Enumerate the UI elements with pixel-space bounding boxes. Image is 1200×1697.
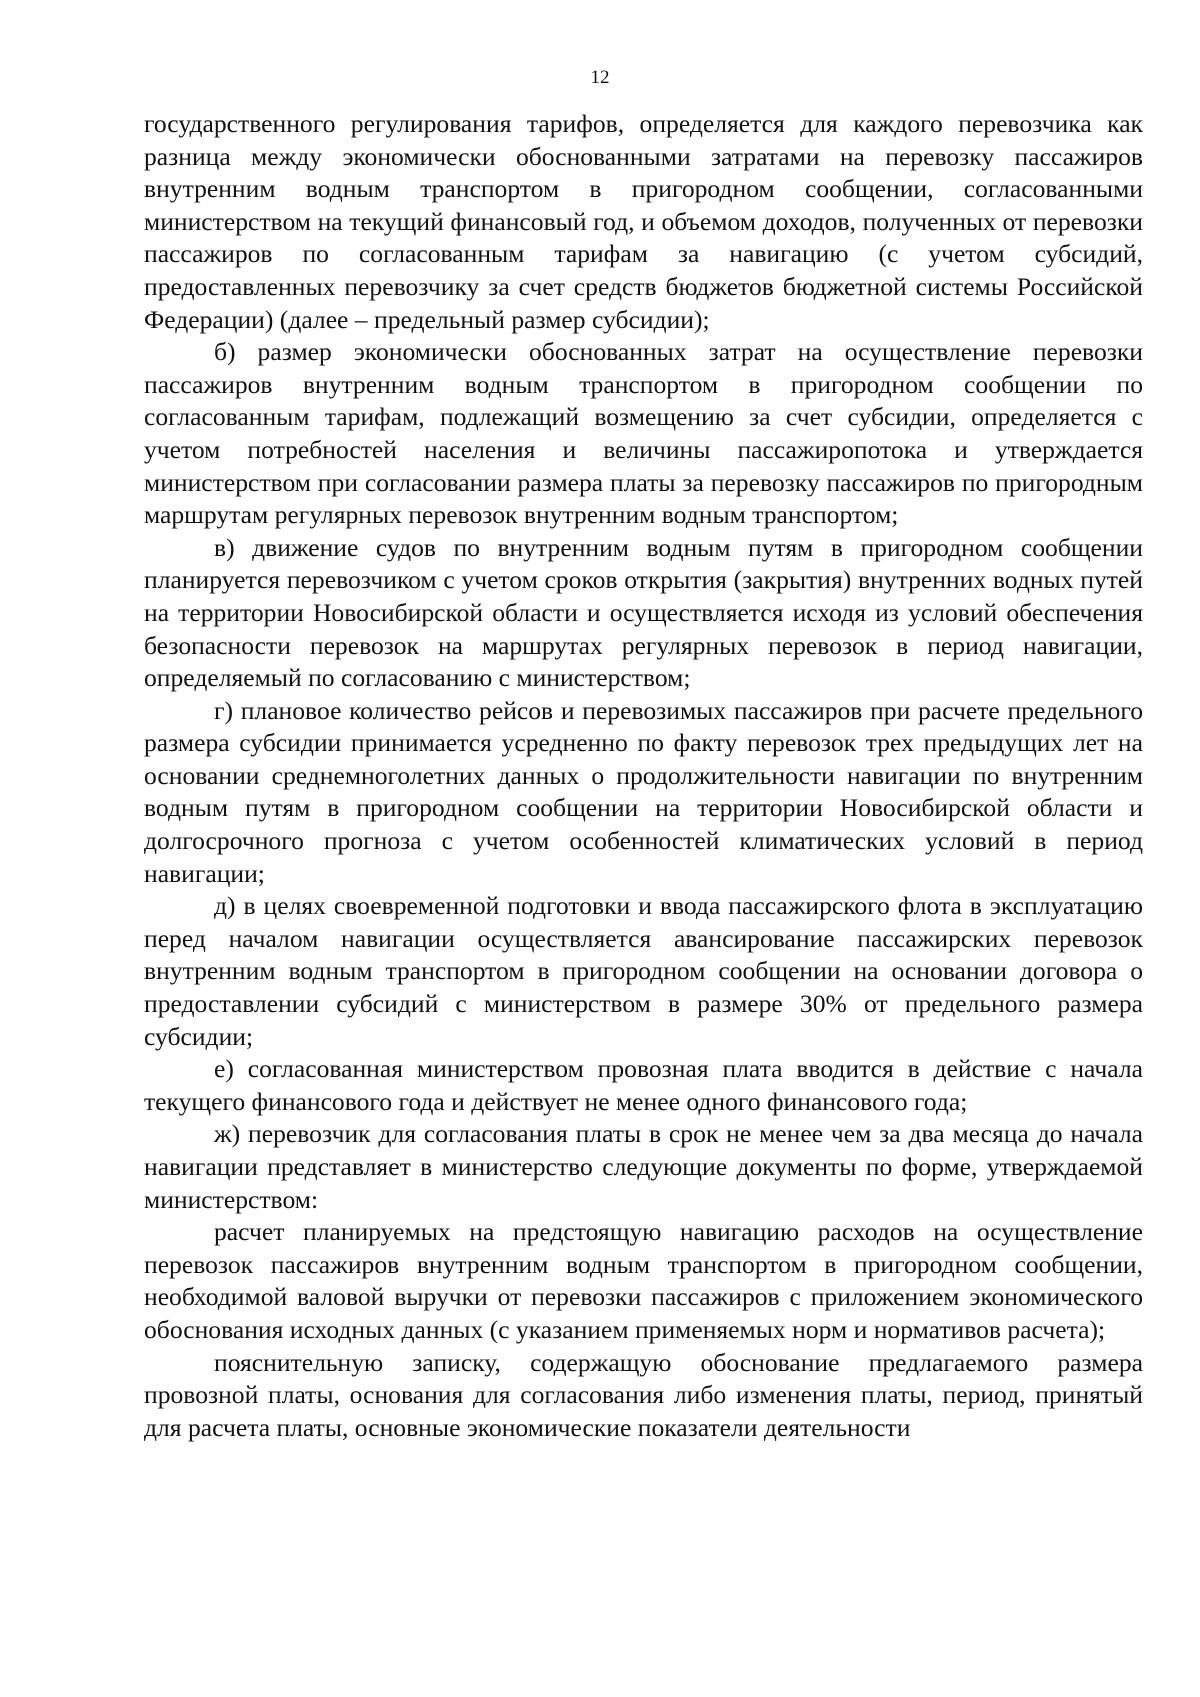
page-number: 12 xyxy=(590,67,610,88)
paragraph-zh: ж) перевозчик для согласования платы в срок не менее чем за два месяца до начала навигации представляет в министерство следующие документы по форме, утверждаемой министерством: xyxy=(144,1119,1143,1214)
paragraph-explanatory-note: пояснительную записку, содержащую обоснование предлагаемого размера провозной платы, основания для согласования либо изменения платы, период, принятый для расчета платы, основные экономические показатели деятельности xyxy=(144,1347,1143,1442)
paragraph-e: е) согласованная министерством провозная плата вводится в действие с начала текущего финансового года и действует не менее одного финансового года; xyxy=(144,1054,1143,1116)
paragraph-b: б) размер экономически обоснованных затрат на осуществление перевозки пассажиров внутренним водным транспортом в пригородном сообщении по согласованным тарифам, подлежащий возмещению за счет субсидии, определяется с учетом потребностей населения и величины пассажиропотока и утверждается министерством при согласовании размера платы за перевозку пассажиров по пригородным маршрутам регулярных перевозок внутренним водным транспортом; xyxy=(144,337,1143,530)
document-body xyxy=(144,108,1143,1444)
paragraph-v: в) движение судов по внутренним водным путям в пригородном сообщении планируется перевозчиком с учетом сроков открытия (закрытия) внутренних водных путей на территории Новосибирской области и осуществляется исходя из условий обеспечения безопасности перевозок на маршрутах регулярных перевозок в период навигации, определяемый по согласованию с министерством; xyxy=(144,532,1143,693)
paragraph-d: д) в целях своевременной подготовки и ввода пассажирского флота в эксплуатацию перед началом навигации осуществляется авансирование пассажирских перевозок внутренним водным транспортом в пригородном сообщении на основании договора о предоставлении субсидий с министерством в размере 30% от предельного размера субсидии; xyxy=(144,891,1143,1051)
paragraph-calculation: расчет планируемых на предстоящую навигацию расходов на осуществление перевозок пассажиров внутренним водным транспортом в пригородном сообщении, необходимой валовой выручки от перевозки пассажиров с приложением экономического обоснования исходных данных (с указанием применяемых норм и нормативов расчета); xyxy=(144,1217,1143,1344)
paragraph-g: г) плановое количество рейсов и перевозимых пассажиров при расчете предельного размера субсидии принимается усредненно по факту перевозок трех предыдущих лет на основании среднемноголетних данных о продолжительности навигации по внутренним водным путям в пригородном сообщении на территории Новосибирской области и долгосрочного прогноза с учетом особенностей климатических условий в период навигации; xyxy=(144,695,1143,888)
paragraph-continuation: государственного регулирования тарифов, определяется для каждого перевозчика как разница между экономически обоснованными затратами на перевозку пассажиров внутренним водным транспортом в пригородном сообщении, согласованными министерством на текущий финансовый год, и объемом доходов, полученных от перевозки пассажиров по согласованным тарифам за навигацию (с учетом субсидий, предоставленных перевозчику за счет средств бюджетов бюджетной системы Российской Федерации) (далее – предельный размер субсидии); xyxy=(144,109,1143,334)
